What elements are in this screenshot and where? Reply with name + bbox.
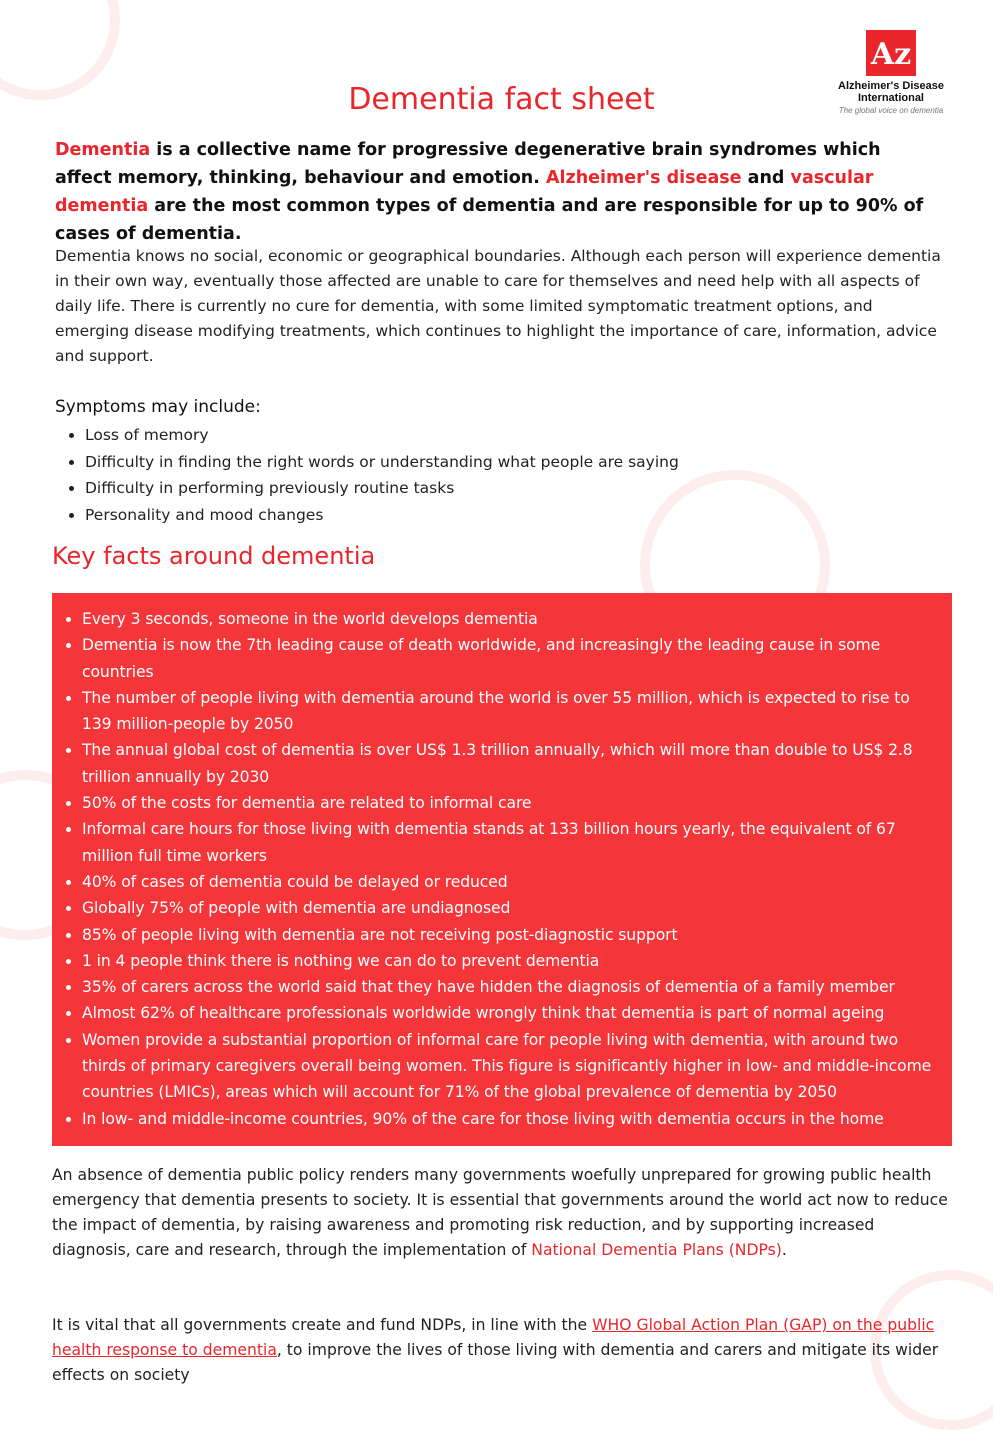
logo-name-line2: International: [857, 92, 924, 104]
list-item: • Women provide a substantial proportion of informal care for people living with dementia, with around two thirds of primary caregivers overall being women. This figure is significantly higher in low- and middle-income countries (LMICs), areas which will account for 71% of the global prevalence of dementia by 2050: [82, 1027, 940, 1106]
gap-text-2: , to improve the lives of those living with dementia and carers and mitigate its wider effects on society: [52, 1341, 939, 1384]
list-item: • In low- and middle-income countries, 90% of the care for those living with dementia occurs in the home: [82, 1106, 940, 1132]
lead-text-1: is a collective name for progressive degenerative brain syndromes which affect memory, thinking, behaviour and emotion.: [55, 140, 881, 188]
gap-text-1: It is vital that all governments create and fund NDPs, in line with the: [52, 1316, 593, 1334]
logo-name-line1: Alzheimer's Disease: [838, 80, 944, 92]
page-title: Dementia fact sheet: [348, 82, 655, 117]
list-item: • Personality and mood changes: [85, 502, 679, 529]
list-item: • 35% of carers across the world said that they have hidden the diagnosis of dementia of a family member: [82, 974, 940, 1000]
list-item: • Difficulty in finding the right words or understanding what people are saying: [85, 449, 679, 476]
policy-text: An absence of dementia public policy renders many governments woefully unprepared for growing public health emergency that dementia presents to society. It is essential that governments around the world act now to reduce the impact of dementia, by raising awareness and promoting risk reduction, and by supporting increased diagnosis, care and research, through the implementation of: [52, 1166, 948, 1259]
key-facts-box: [52, 593, 952, 1146]
list-item: • 85% of people living with dementia are not receiving post-diagnostic support: [82, 922, 940, 948]
key-facts-heading: Key facts around dementia: [52, 542, 376, 570]
list-item: • Globally 75% of people with dementia are undiagnosed: [82, 895, 940, 921]
policy-paragraph: [52, 1163, 952, 1263]
list-item: • Difficulty in performing previously routine tasks: [85, 475, 679, 502]
list-item: • Dementia is now the 7th leading cause of death worldwide, and increasingly the leading cause in some countries: [82, 632, 940, 685]
ndp-link[interactable]: National Dementia Plans (NDPs): [531, 1241, 782, 1259]
gap-paragraph: [52, 1313, 952, 1388]
list-item: • The number of people living with dementia around the world is over 55 million, which is expected to rise to 139 million-people by 2050: [82, 685, 940, 738]
list-item: • 50% of the costs for dementia are related to informal care: [82, 790, 940, 816]
lead-text-2: and: [741, 168, 791, 188]
list-item: • Informal care hours for those living with dementia stands at 133 billion hours yearly, the equivalent of 67 million full time workers: [82, 816, 940, 869]
list-item: • Every 3 seconds, someone in the world develops dementia: [82, 606, 940, 632]
key-facts-list: [52, 593, 952, 1132]
list-item: • Loss of memory: [85, 422, 679, 449]
lead-text-3: are the most common types of dementia and are responsible for up to 90% of cases of dementia.: [55, 196, 924, 244]
symptoms-heading: Symptoms may include:: [55, 397, 261, 417]
list-item: • Almost 62% of healthcare professionals worldwide wrongly think that dementia is part of normal ageing: [82, 1000, 940, 1026]
logo-tagline: The global voice on dementia: [838, 106, 944, 115]
logo-mark: Az: [866, 30, 916, 76]
vascular-dementia-term[interactable]: vascular dementia: [55, 168, 874, 216]
who-gap-link[interactable]: WHO Global Action Plan (GAP) on the public health response to dementia: [52, 1316, 935, 1359]
lead-paragraph: [55, 136, 935, 248]
alzheimers-term[interactable]: Alzheimer's disease: [545, 168, 742, 188]
list-item: • The annual global cost of dementia is over US$ 1.3 trillion annually, which will more than double to US$ 2.8 trillion annually by 2030: [82, 737, 940, 790]
policy-text-end: .: [781, 1241, 787, 1259]
list-item: • 1 in 4 people think there is nothing we can do to prevent dementia: [82, 948, 940, 974]
intro-paragraph: Dementia knows no social, economic or geographical boundaries. Although each person will experience dementia in their own way, eventually those affected are unable to care for themselves and need help with all aspects of daily life. There is currently no cure for dementia, with some limited symptomatic treatment options, and emerging disease modifying treatments, which continues to highlight the importance of care, information, advice and support.: [55, 247, 941, 365]
symptoms-list: [55, 422, 679, 528]
dementia-term[interactable]: Dementia: [55, 140, 151, 160]
list-item: • 40% of cases of dementia could be delayed or reduced: [82, 869, 940, 895]
